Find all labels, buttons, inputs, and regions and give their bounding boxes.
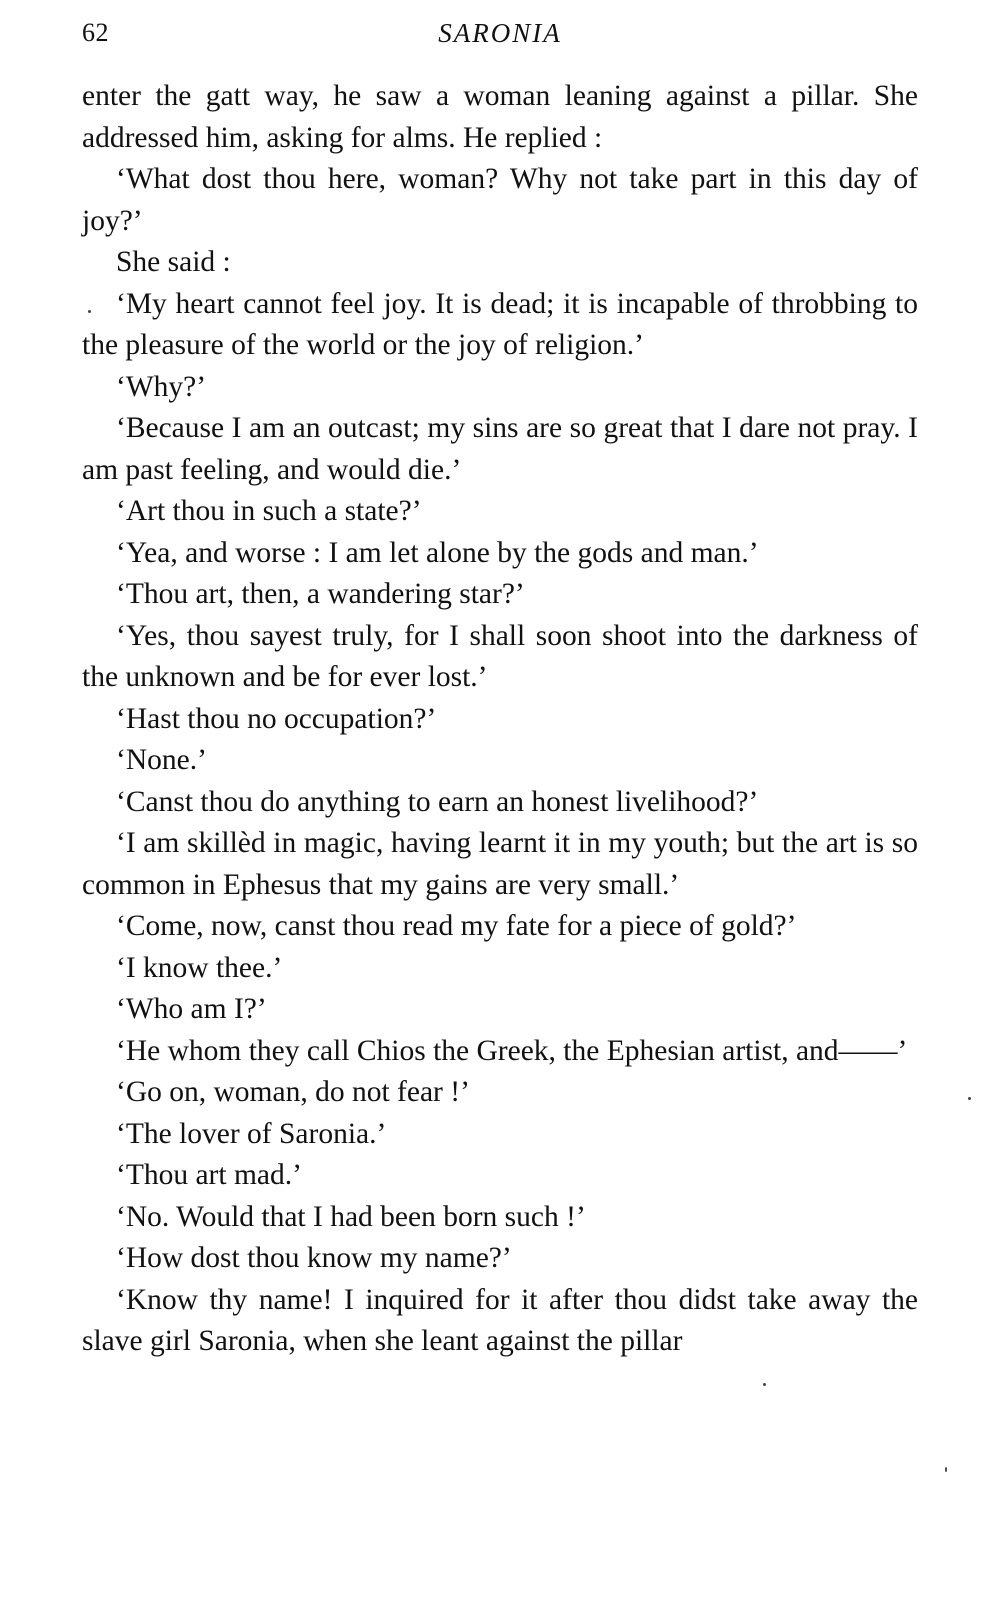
paragraph: ‘Know thy name! I inquired for it after thou didst take away the slave girl Saronia, when she leant against the pillar: [82, 1283, 918, 1357]
paragraph: ‘I know thee.’: [116, 951, 283, 984]
paragraph: ‘Hast thou no occupation?’: [116, 702, 437, 735]
paragraph: ‘The lover of Saronia.’: [116, 1117, 387, 1150]
paragraph: ‘Go on, woman, do not fear !’: [116, 1076, 470, 1108]
scan-speck: [88, 310, 91, 313]
paragraph: ‘Art thou in such a state?’: [116, 495, 422, 527]
paragraph: ‘No. Would that I had been born such !’: [116, 1200, 586, 1233]
page-number: 62: [82, 18, 109, 47]
paragraph: ‘Because I am an outcast; my sins are so great that I dare not pray. I am past feeling, and would die.’: [82, 412, 918, 486]
paragraph: ‘What dost thou here, woman? Why not take part in this day of joy?’: [82, 163, 918, 237]
paragraph: ‘Thou art, then, a wandering star?’: [116, 578, 525, 610]
paragraph: ‘Yea, and worse : I am let alone by the gods and man.’: [116, 536, 759, 569]
scan-speck: [763, 1383, 766, 1386]
book-title: SARONIA: [438, 18, 562, 48]
paragraph: ‘How dost thou know my name?’: [116, 1242, 512, 1274]
paragraph: enter the gatt way, he saw a woman leaning against a pillar. She addressed him, asking for alms. He replied :: [82, 80, 918, 154]
paragraph: ‘He whom they call Chios the Greek, the Ephesian artist, and——’: [116, 1034, 908, 1067]
paragraph: ‘My heart cannot feel joy. It is dead; it is incapable of throbbing to the pleasure of the world or the joy of religion.’: [82, 287, 918, 361]
paragraph: ‘I am skillèd in magic, having learnt it in my youth; but the art is so common in Ephesus that my gains are very small.’: [82, 827, 918, 901]
paragraph: ‘Yes, thou sayest truly, for I shall soon shoot into the darkness of the unknown and be for ever lost.’: [82, 619, 918, 693]
paragraph: ‘Thou art mad.’: [116, 1159, 302, 1191]
paragraph: ‘Come, now, canst thou read my fate for a piece of gold?’: [116, 910, 797, 942]
scan-speck: [945, 1467, 947, 1472]
scan-speck: [968, 1097, 971, 1100]
paragraph: She said :: [116, 246, 231, 278]
paragraph: ‘None.’: [116, 744, 207, 776]
text-body: [82, 76, 918, 1363]
paragraph: ‘Who am I?’: [116, 993, 267, 1025]
paragraph: ‘Why?’: [116, 370, 207, 403]
paragraph: ‘Canst thou do anything to earn an honest livelihood?’: [116, 785, 759, 818]
running-head: [82, 14, 918, 54]
